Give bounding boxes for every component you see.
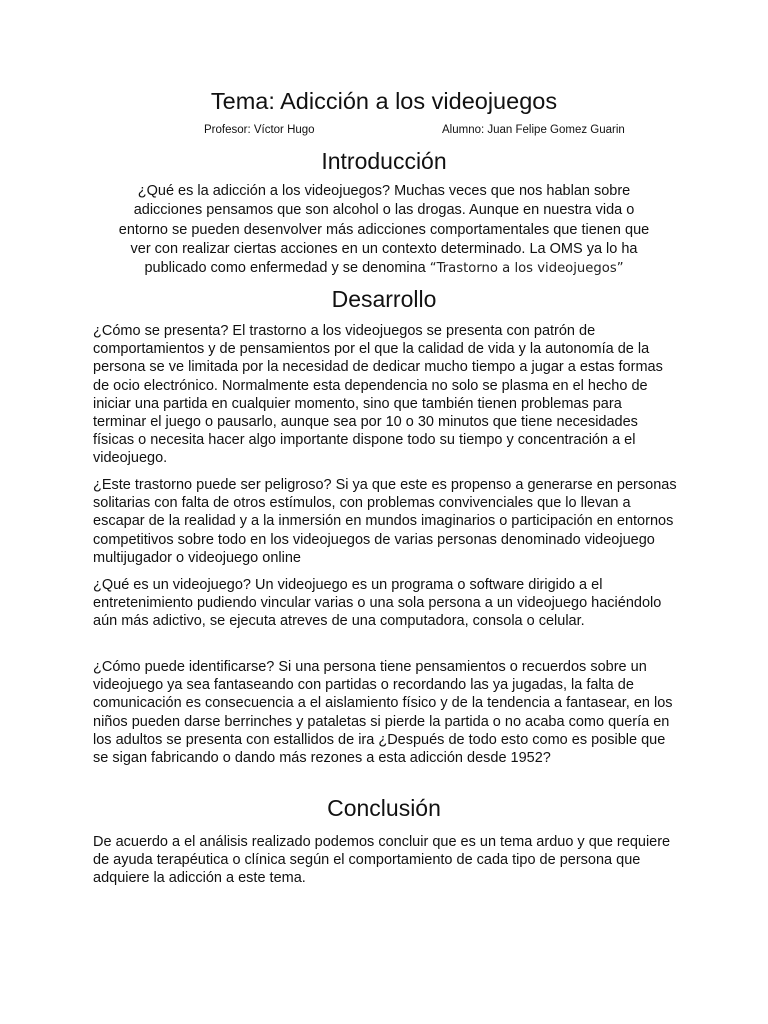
conclusion-paragraph: De acuerdo a el análisis realizado podemos concluir que es un tema arduo y que requiere de ayuda terapéutica o clínica según el comportamiento de cada tipo de persona que adquiere la adicción a este tema. [93,834,671,887]
introduction-paragraph [110,182,658,278]
introduction-text: ¿Qué es la adicción a los videojuegos? Muchas veces que nos hablan sobre adicciones pensamos que son alcohol o las drogas. Aunque en nuestra vida o entorno se pueden desenvolver más adicciones comportamentales que tienen que ver con realizar ciertas acciones en un contexto determinado. La OMS ya lo ha publicado como enfermedad y se denomina [118,183,650,277]
introduction-heading: Introducción [321,148,447,174]
development-paragraph-4: ¿Cómo puede identificarse? Si una persona tiene pensamientos o recuerdos sobre un videojuego ya sea fantaseando con partidas o recordando las ya jugadas, la falta de comunicación es consecuencia a el aislamiento físico y de la tendencia a fantasear, en los niños pueden darse berrinches y pataletas si pierde la partida o no acaba como quería en los adultos se presenta con estallidos de ira ¿Después de todo esto como es posible que se sigan fabricando o dando más rezones a esta adicción desde 1952? [93,659,673,767]
professor-name: Profesor: Víctor Hugo [204,124,315,136]
student-name: Alumno: Juan Felipe Gomez Guarin [442,124,625,136]
development-paragraph-1: ¿Cómo se presenta? El trastorno a los videojuegos se presenta con patrón de comportamientos y de pensamientos por el que la calidad de vida y la autonomía de la persona se ve limitada por la necesidad de dedicar mucho tiempo a jugar a estas formas de ocio electrónico. Normalmente esta dependencia no solo se plasma en el hecho de iniciar una partida en cualquier momento, sino que también tienen problemas para terminar el juego o pausarlo, aunque sea por 10 o 30 minutos que tiene necesidades físicas o necesita hacer algo importante dispone todo su tiempo y concentración a el videojuego. [93,323,663,467]
development-paragraph-2: ¿Este trastorno puede ser peligroso? Si ya que este es propenso a generarse en personas solitarias con falta de otros estímulos, con problemas convivenciales que lo llevan a escapar de la realidad y a la inmersión en mundos imaginarios o participación en entornos competitivos sobre todo en los videojuegos de varias personas denominado videojuego multijugador o videojuego online [93,477,677,566]
document-title: Tema: Adicción a los videojuegos [210,88,558,114]
development-heading: Desarrollo [331,286,437,312]
development-paragraph-3: ¿Qué es un videojuego? Un videojuego es un programa o software dirigido a el entretenimiento pudiendo vincular varias o una sola persona a un videojuego haciéndolo aún más adictivo, se ejecuta atreves de una computadora, consola o celular. [93,577,662,630]
introduction-quote: “Trastorno a los videojuegos” [429,261,624,277]
conclusion-heading: Conclusión [327,795,441,821]
